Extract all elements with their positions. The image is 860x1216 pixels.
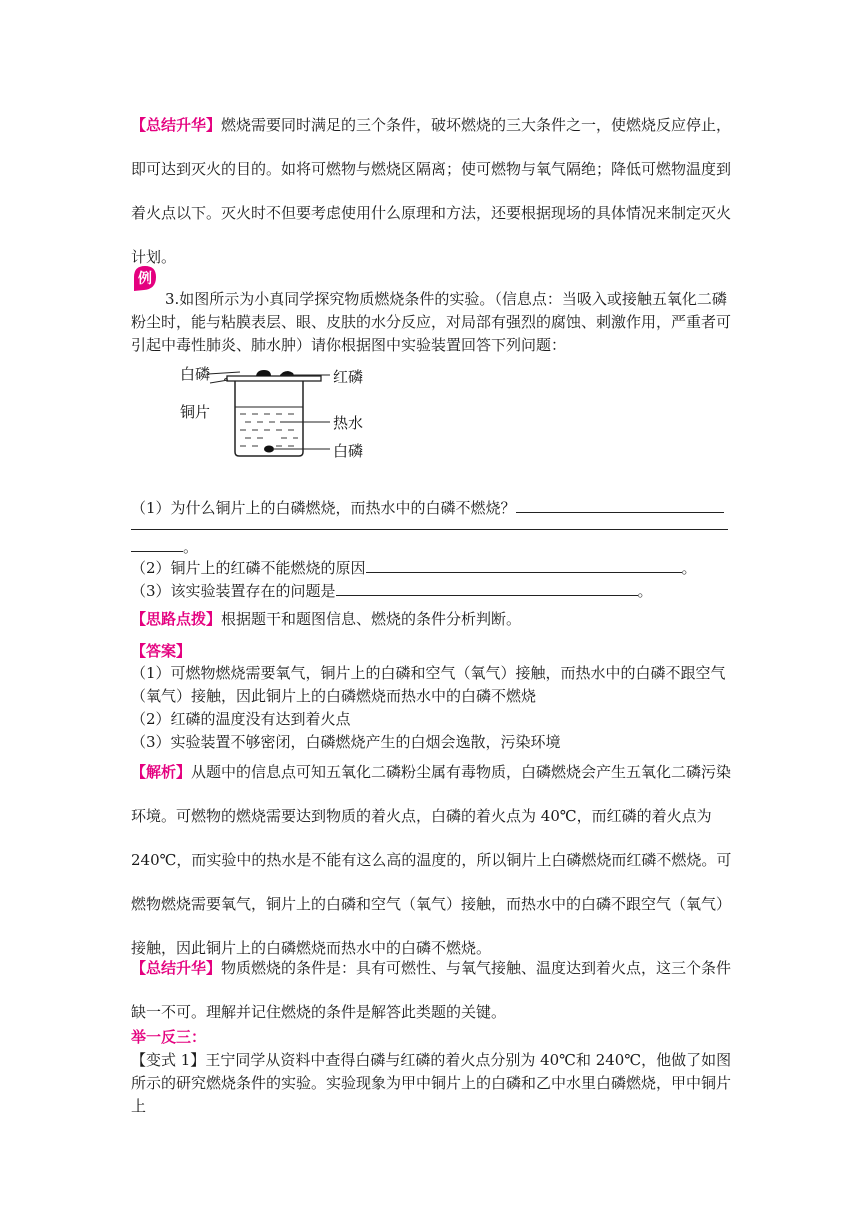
analysis-text: 从题中的信息点可知五氧化二磷粉尘属有毒物质，白磷燃烧会产生五氧化二磷污染环境。可燃物的燃烧需要达到物质的着火点，白磷的着火点为 40℃，而红磷的着火点为 240℃，而实验中的热水是不能有这么高的温度的，所以铜片上白磷燃烧而红磷不燃烧。可燃物燃烧需要氧气，铜片上的白磷和空气（氧气）接触，而热水中的白磷不跟空气（氧气）接触，因此铜片上的白磷燃烧而热水中的白磷不燃烧。 bbox=[131, 763, 732, 957]
question-3 bbox=[131, 580, 736, 603]
answer-1: （1）可燃物燃烧需要氧气，铜片上的白磷和空气（氧气）接触，而热水中的白磷不跟空气（氧气）接触，因此铜片上的白磷燃烧而热水中的白磷不燃烧 bbox=[131, 664, 726, 705]
summary-2-tag: 【总结升华】 bbox=[131, 959, 222, 977]
answer-blank-3[interactable] bbox=[336, 581, 638, 596]
question-2-text: （2）铜片上的红磷不能燃烧的原因 bbox=[131, 559, 366, 577]
question-1 bbox=[131, 497, 736, 520]
answer-heading bbox=[131, 640, 736, 663]
hint-paragraph bbox=[131, 608, 736, 631]
answer-blank-1b[interactable] bbox=[131, 529, 728, 530]
question-1-text: （1）为什么铜片上的白磷燃烧，而热水中的白磷不燃烧？ bbox=[131, 499, 516, 517]
example-question: 3.如图所示为小真同学探究物质燃烧条件的实验。（信息点：当吸入或接触五氧化二磷粉尘时，能与粘膜表层、眼、皮肤的水分反应，对局部有强烈的腐蚀、刺激作用，严重者可引起中毒性肺炎、肺水肿）请你根据图中实验装置回答下列问题： bbox=[131, 290, 732, 354]
summary-text: 燃烧需要同时满足的三个条件，破坏燃烧的三大条件之一，使燃烧反应停止，即可达到灭火的目的。如将可燃物与燃烧区隔离；使可燃物与氧气隔绝；降低可燃物温度到着火点以下。灭火时不但要考虑使用什么原理和方法，还要根据现场的具体情况来制定灭火计划。 bbox=[131, 116, 732, 266]
summary-paragraph-1 bbox=[131, 103, 736, 279]
question-2 bbox=[131, 557, 736, 580]
question-1-end-mark: 。 bbox=[183, 538, 199, 556]
hint-tag: 【思路点拨】 bbox=[131, 610, 222, 628]
summary-paragraph-2 bbox=[131, 946, 736, 1034]
answer-2: （2）红磷的温度没有达到着火点 bbox=[131, 710, 351, 728]
answer-blank-2[interactable] bbox=[366, 558, 682, 573]
answer-tag: 【答案】 bbox=[131, 642, 192, 660]
label-white-phosphorus-bottom: 白磷 bbox=[333, 442, 364, 460]
label-copper-sheet: 铜片 bbox=[180, 403, 211, 421]
answer-blank-1c[interactable] bbox=[131, 537, 183, 552]
variant-1 bbox=[131, 1049, 736, 1118]
hint-text: 根据题干和题图信息、燃烧的条件分析判断。 bbox=[221, 610, 522, 628]
question-1-end bbox=[131, 536, 736, 559]
example-badge-label: 例 bbox=[138, 271, 152, 287]
variant-1-tag: 【变式 1】 bbox=[131, 1051, 206, 1069]
question-2-end-mark: 。 bbox=[681, 559, 697, 577]
analysis-tag: 【解析】 bbox=[131, 763, 192, 781]
practice-heading-text: 举一反三： bbox=[131, 1028, 207, 1046]
answer-3: （3）实验装置不够密闭，白磷燃烧产生的白烟会逸散，污染环境 bbox=[131, 733, 561, 751]
label-white-phosphorus-top: 白磷 bbox=[180, 365, 211, 383]
summary-tag: 【总结升华】 bbox=[131, 116, 222, 134]
answer-blank-1a[interactable] bbox=[516, 498, 724, 513]
question-3-text: （3）该实验装置存在的问题是 bbox=[131, 582, 336, 600]
practice-heading bbox=[131, 1026, 736, 1049]
question-3-end-mark: 。 bbox=[637, 582, 653, 600]
label-hot-water: 热水 bbox=[333, 414, 364, 432]
summary-2-text: 物质燃烧的条件是：具有可燃性、与氧气接触、温度达到着火点，这三个条件缺一不可。理解并记住燃烧的条件是解答此类题的关键。 bbox=[131, 959, 732, 1021]
variant-1-text: 王宁同学从资料中查得白磷与红磷的着火点分别为 40℃和 240℃，他做了如图所示的研究燃烧条件的实验。实验现象为甲中铜片上的白磷和乙中水里白磷燃烧，甲中铜片上 bbox=[131, 1051, 732, 1115]
label-red-phosphorus: 红磷 bbox=[333, 368, 364, 386]
analysis-paragraph bbox=[131, 750, 736, 970]
